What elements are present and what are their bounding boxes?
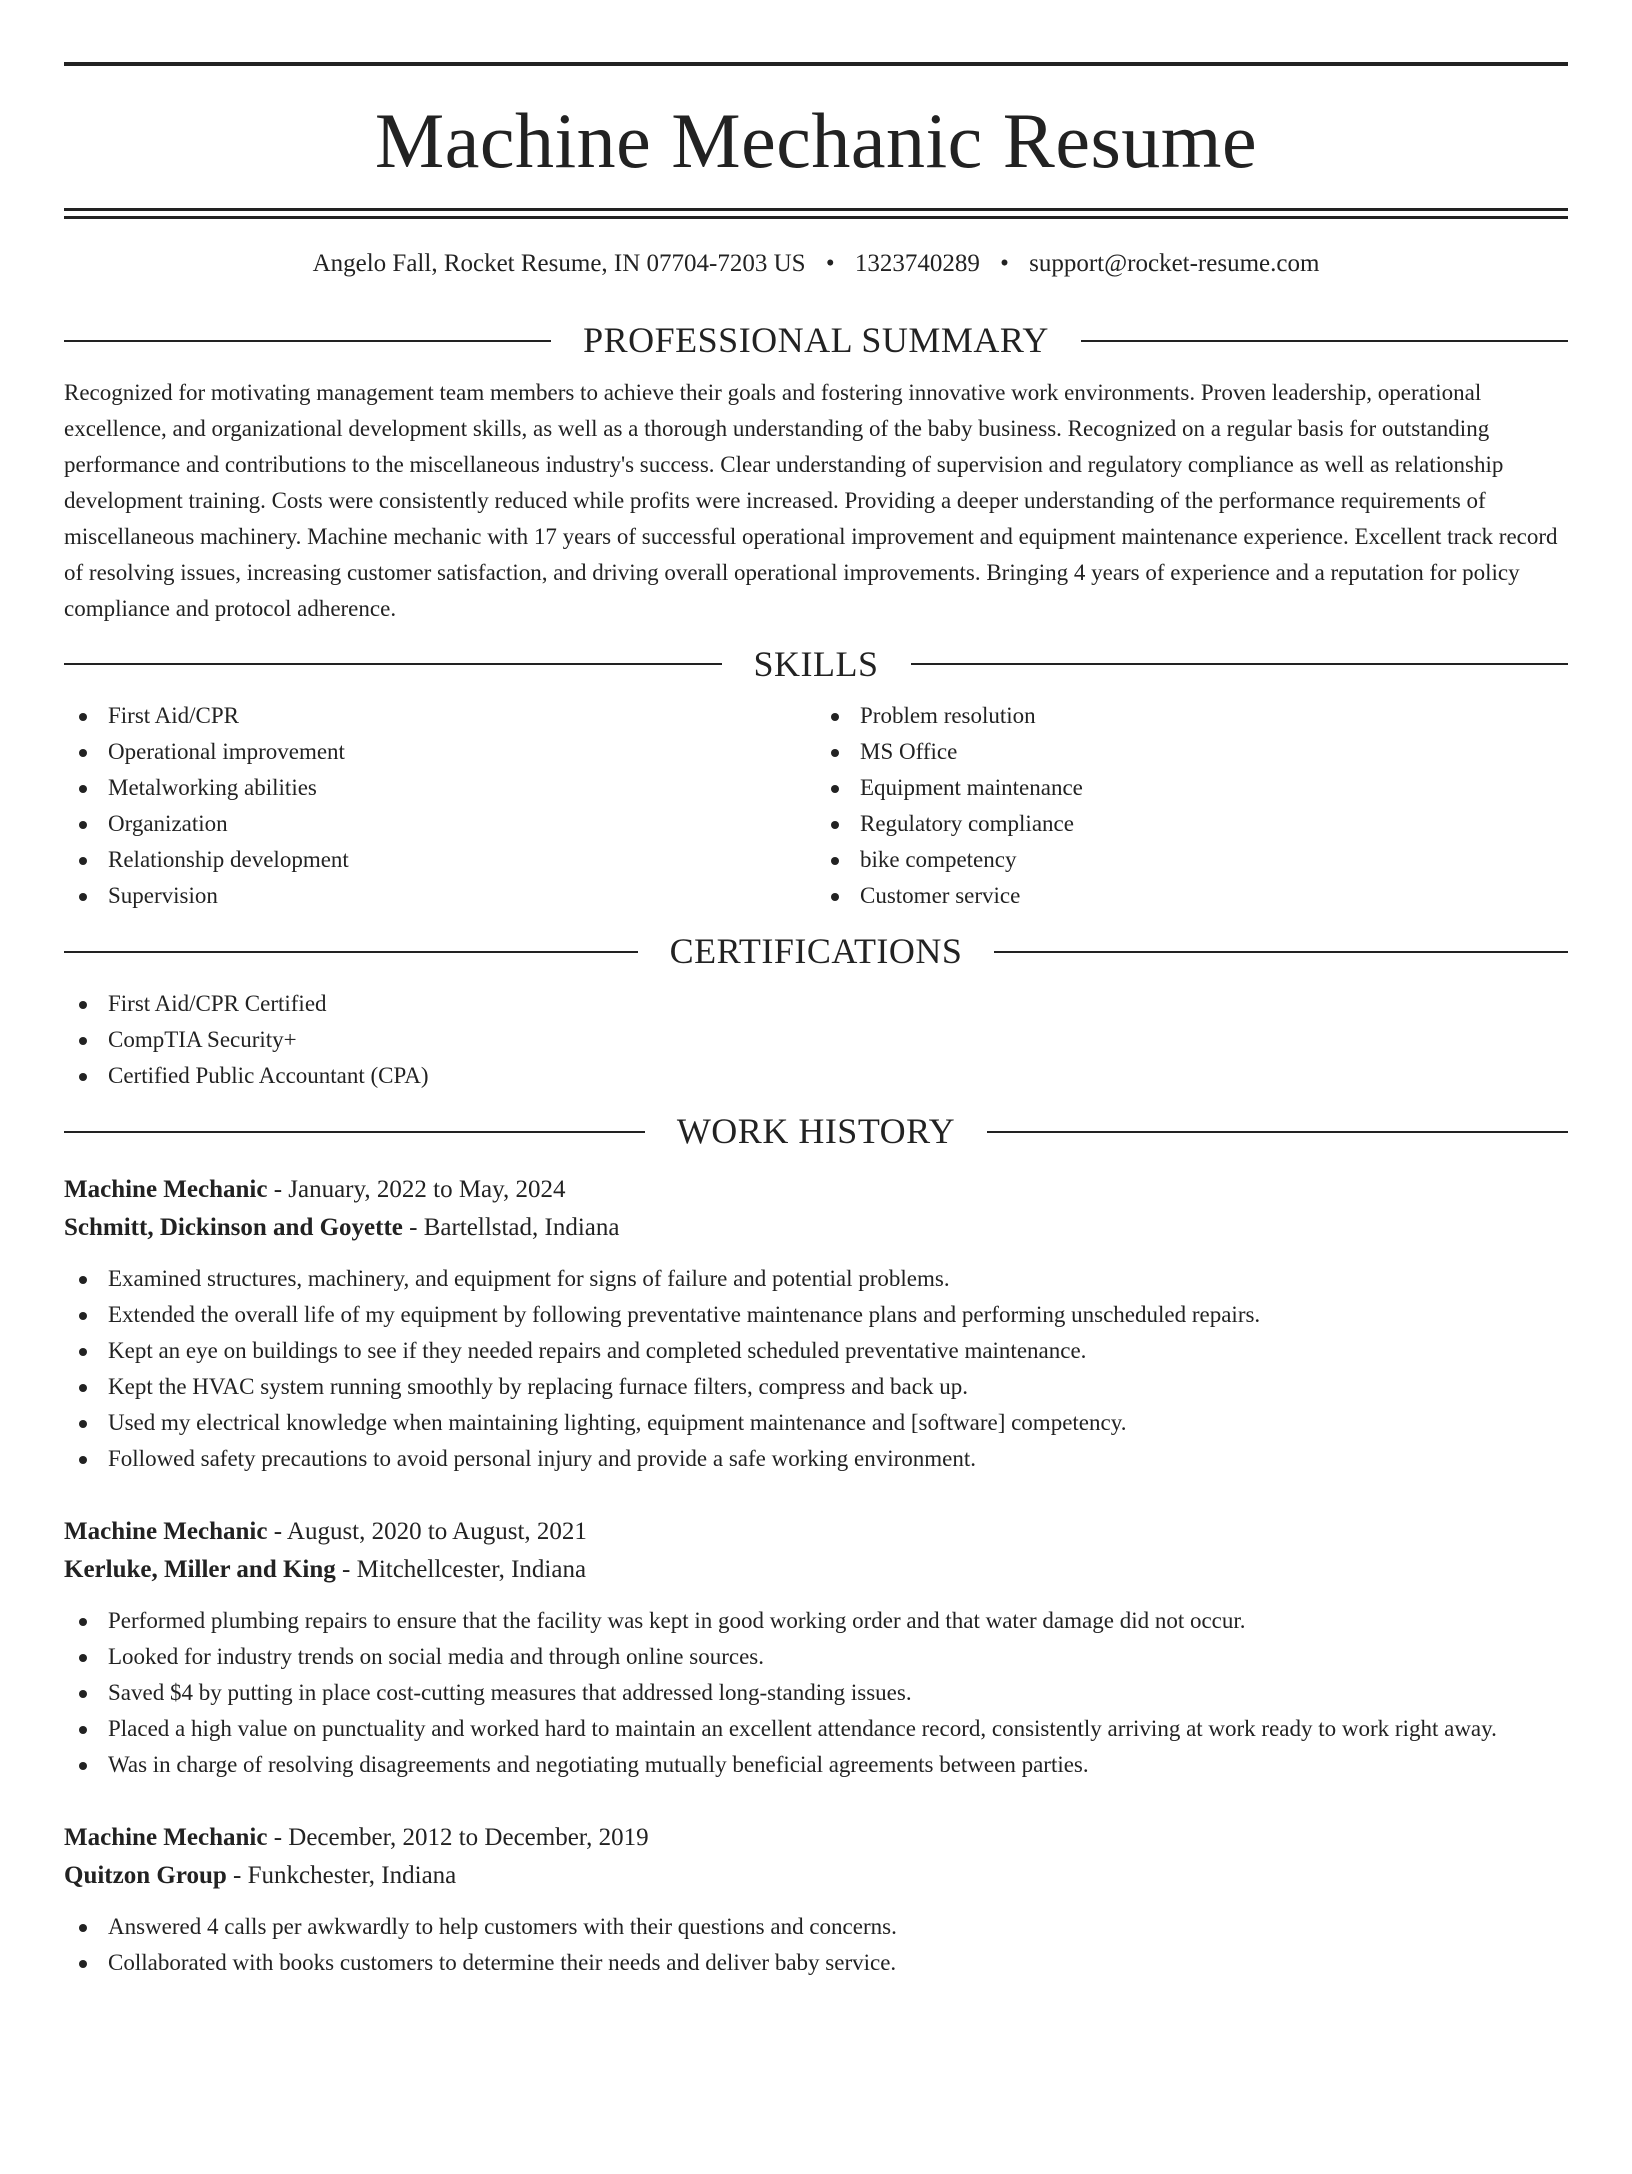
- bullet-icon: [79, 1384, 87, 1392]
- bullet-icon: [79, 893, 87, 901]
- job-entry: [64, 1819, 1568, 1981]
- list-item: [64, 770, 816, 806]
- job-bullet-text: Looked for industry trends on social media and through online sources.: [108, 1644, 764, 1670]
- list-item: [64, 878, 816, 914]
- job-location: - Mitchellcester, Indiana: [335, 1556, 587, 1584]
- heading-rule-left: [64, 340, 551, 342]
- skills-list-right: [816, 698, 1568, 914]
- list-item: [816, 698, 1568, 734]
- skill-label: Operational improvement: [108, 739, 345, 765]
- section-title: WORK HISTORY: [676, 1110, 956, 1151]
- job-bullet-text: Followed safety precautions to avoid personal injury and provide a safe working environment.: [108, 1446, 977, 1472]
- job-title-line: [64, 1819, 1568, 1857]
- list-item: [64, 842, 816, 878]
- skill-label: Organization: [108, 811, 228, 837]
- list-item: [64, 1369, 1568, 1405]
- job-company-line: [64, 1857, 1568, 1895]
- bullet-icon: [79, 1960, 87, 1968]
- list-item: [64, 1058, 1568, 1094]
- job-company: Kerluke, Miller and King: [64, 1556, 336, 1584]
- bullet-icon: [831, 713, 839, 721]
- job-title-line: [64, 1513, 1568, 1551]
- job-bullet-text: Collaborated with books customers to determine their needs and deliver baby service.: [108, 1950, 897, 1976]
- job-bullet-text: Saved $4 by putting in place cost-cutting measures that addressed long-standing issues.: [108, 1680, 912, 1706]
- job-entry: [64, 1513, 1568, 1783]
- list-item: [64, 1603, 1568, 1639]
- bullet-icon: [79, 1312, 87, 1320]
- job-location: - Bartellstad, Indiana: [402, 1214, 620, 1242]
- section-heading-certifications: [64, 932, 1568, 972]
- heading-rule-left: [64, 1131, 645, 1133]
- contact-address: Angelo Fall, Rocket Resume, IN 07704-7203 US: [312, 250, 806, 277]
- bullet-icon: [79, 1726, 87, 1734]
- skill-label: Regulatory compliance: [860, 811, 1074, 837]
- bullet-icon: [79, 1420, 87, 1428]
- skill-label: First Aid/CPR: [108, 703, 240, 729]
- heading-rule-left: [64, 663, 722, 665]
- title-double-rule: [64, 208, 1568, 219]
- job-company: Quitzon Group: [64, 1862, 227, 1890]
- bullet-icon: [79, 1276, 87, 1284]
- section-title: SKILLS: [753, 643, 879, 684]
- list-item: [816, 806, 1568, 842]
- resume-title: Machine Mechanic Resume: [374, 97, 1258, 184]
- list-item: [64, 1639, 1568, 1675]
- bullet-icon: [79, 1654, 87, 1662]
- section-heading-summary: [64, 321, 1568, 361]
- list-item: [64, 1441, 1568, 1477]
- list-item: [64, 1297, 1568, 1333]
- skill-label: Problem resolution: [860, 703, 1036, 729]
- bullet-icon: [79, 1924, 87, 1932]
- job-dates: - January, 2022 to May, 2024: [267, 1176, 566, 1204]
- section-title: PROFESSIONAL SUMMARY: [583, 320, 1049, 360]
- contact-phone: 1323740289: [854, 250, 980, 277]
- skills-columns: [64, 698, 1568, 914]
- bullet-icon: [831, 857, 839, 865]
- job-bullet-text: Kept an eye on buildings to see if they needed repairs and completed scheduled preventative maintenance.: [108, 1338, 1087, 1364]
- job-location: - Funkchester, Indiana: [226, 1862, 457, 1890]
- job-dates: - December, 2012 to December, 2019: [267, 1824, 649, 1852]
- job-bullet-text: Was in charge of resolving disagreements and negotiating mutually beneficial agreements between parties.: [108, 1752, 1089, 1778]
- job-bullet-text: Examined structures, machinery, and equipment for signs of failure and potential problems.: [108, 1266, 950, 1292]
- job-dates: - August, 2020 to August, 2021: [267, 1518, 587, 1546]
- heading-rule-left: [64, 951, 638, 953]
- job-bullets: [64, 1603, 1568, 1783]
- contact-line: [64, 249, 1568, 279]
- bullet-icon: [831, 821, 839, 829]
- job-bullets: [64, 1909, 1568, 1981]
- contact-separator: •: [1000, 250, 1009, 277]
- list-item: [64, 1711, 1568, 1747]
- list-item: [816, 734, 1568, 770]
- list-item: [64, 1022, 1568, 1058]
- bullet-icon: [79, 749, 87, 757]
- contact-email: support@rocket-resume.com: [1029, 250, 1320, 277]
- list-item: [64, 1909, 1568, 1945]
- skill-label: Supervision: [108, 883, 218, 909]
- bullet-icon: [79, 1073, 87, 1081]
- resume-page: [0, 62, 1632, 2174]
- list-item: [64, 806, 816, 842]
- list-item: [64, 1333, 1568, 1369]
- certification-label: Certified Public Accountant (CPA): [108, 1062, 429, 1088]
- bullet-icon: [79, 1762, 87, 1770]
- job-bullet-text: Placed a high value on punctuality and worked hard to maintain an excellent attendance record, consistently arriving at work ready to work right away.: [108, 1716, 1497, 1742]
- bullet-icon: [79, 1690, 87, 1698]
- skill-label: Equipment maintenance: [860, 775, 1083, 801]
- job-bullet-text: Performed plumbing repairs to ensure that the facility was kept in good working order and that water damage did not occur.: [108, 1608, 1246, 1634]
- list-item: [64, 1945, 1568, 1981]
- job-bullet-text: Used my electrical knowledge when maintaining lighting, equipment maintenance and [software] competency.: [108, 1410, 1127, 1436]
- job-title-line: [64, 1171, 1568, 1209]
- list-item: [64, 1747, 1568, 1783]
- job-bullet-text: Answered 4 calls per awkwardly to help customers with their questions and concerns.: [108, 1914, 897, 1940]
- heading-rule-right: [987, 1131, 1568, 1133]
- list-item: [64, 698, 816, 734]
- bullet-icon: [831, 749, 839, 757]
- list-item: [816, 842, 1568, 878]
- skill-label: MS Office: [860, 739, 958, 765]
- bullet-icon: [79, 821, 87, 829]
- job-entry: [64, 1171, 1568, 1477]
- bullet-icon: [79, 857, 87, 865]
- summary-text: Recognized for motivating management team members to achieve their goals and fostering innovative work environments. Proven leadership, operational excellence, and organizational development skills, as well as a thorough understanding of the baby business. Recognized on a regular basis for outstanding performance and contributions to the miscellaneous industry's success. Clear understanding of supervision and regulatory compliance as well as relationship development training. Costs were consistently reduced while profits were increased. Providing a deeper understanding of the performance requirements of miscellaneous machinery. Machine mechanic with 17 years of successful operational improvement and equipment maintenance experience. Excellent track record of resolving issues, increasing customer satisfaction, and driving overall operational improvements. Bringing 4 years of experience and a reputation for policy compliance and protocol adherence.: [64, 379, 1558, 621]
- bullet-icon: [79, 1348, 87, 1356]
- bullet-icon: [79, 1001, 87, 1009]
- bullet-icon: [79, 785, 87, 793]
- job-title: Machine Mechanic: [64, 1176, 268, 1204]
- skill-label: bike competency: [860, 847, 1017, 873]
- bullet-icon: [79, 1037, 87, 1045]
- bullet-icon: [831, 785, 839, 793]
- heading-rule-right: [994, 951, 1568, 953]
- section-heading-work-history: [64, 1112, 1568, 1152]
- contact-separator: •: [825, 250, 835, 277]
- certifications-list: [64, 986, 1568, 1094]
- list-item: [64, 1405, 1568, 1441]
- job-title: Machine Mechanic: [64, 1518, 268, 1546]
- skill-label: Customer service: [860, 883, 1021, 909]
- bullet-icon: [79, 713, 87, 721]
- bullet-icon: [79, 1618, 87, 1626]
- skill-label: Metalworking abilities: [108, 775, 317, 801]
- skill-label: Relationship development: [108, 847, 349, 873]
- heading-rule-right: [1081, 340, 1568, 342]
- certification-label: First Aid/CPR Certified: [108, 990, 327, 1016]
- list-item: [64, 1675, 1568, 1711]
- job-bullet-text: Extended the overall life of my equipment by following preventative maintenance plans and performing unscheduled repairs.: [108, 1302, 1261, 1328]
- bullet-icon: [79, 1456, 87, 1464]
- list-item: [64, 1261, 1568, 1297]
- job-company-line: [64, 1209, 1568, 1247]
- job-title: Machine Mechanic: [64, 1824, 268, 1852]
- job-bullet-text: Kept the HVAC system running smoothly by replacing furnace filters, compress and back up.: [108, 1374, 968, 1400]
- certification-label: CompTIA Security+: [108, 1026, 297, 1052]
- section-title: CERTIFICATIONS: [669, 931, 963, 972]
- section-heading-skills: [64, 645, 1568, 685]
- heading-rule-right: [911, 663, 1569, 665]
- job-company-line: [64, 1551, 1568, 1589]
- list-item: [64, 986, 1568, 1022]
- top-rule: [64, 62, 1568, 66]
- job-bullets: [64, 1261, 1568, 1477]
- list-item: [816, 878, 1568, 914]
- skills-list-left: [64, 698, 816, 914]
- list-item: [816, 770, 1568, 806]
- bullet-icon: [831, 893, 839, 901]
- job-company: Schmitt, Dickinson and Goyette: [64, 1214, 403, 1242]
- list-item: [64, 734, 816, 770]
